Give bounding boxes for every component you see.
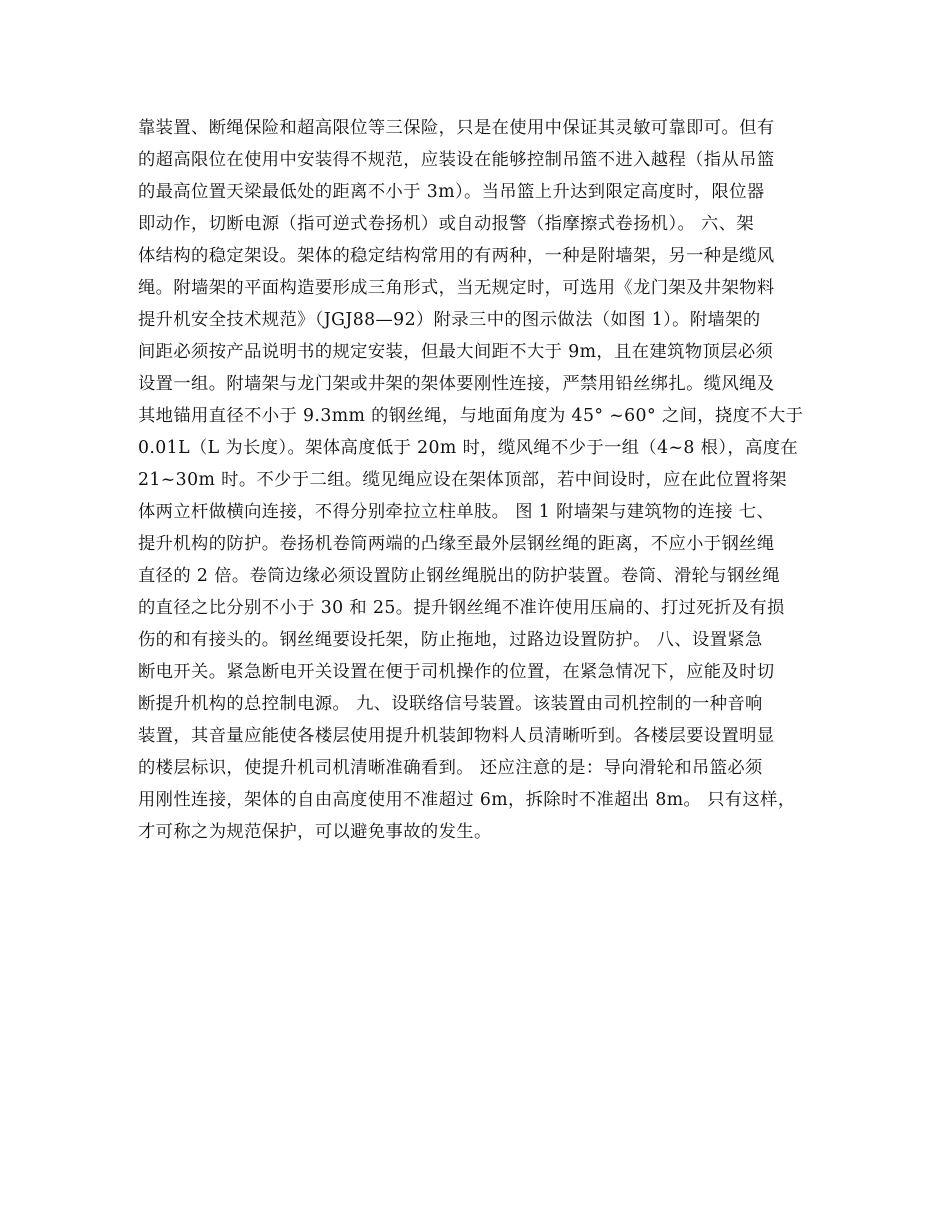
text-line: 装置，其音量应能使各楼层使用提升机装卸物料人员清晰听到。各楼层要设置明显 [138, 726, 775, 746]
text-line: 的楼层标识，使提升机司机清晰准确看到。 还应注意的是：导向滑轮和吊篮必须 [138, 758, 763, 778]
text-line: 0.01L（L 为长度）。架体高度低于 20m 时，缆风绳不少于一组（4~8 根），高度在 [138, 438, 799, 458]
body-text [138, 112, 828, 848]
text-line: 其地锚用直径不小于 9.3mm 的钢丝绳，与地面角度为 45° ~60° 之间，挠度不大于 [138, 406, 804, 426]
text-line: 21~30m 时。不少于二组。缆见绳应设在架体顶部，若中间设时，应在此位置将架 [138, 470, 787, 490]
text-line: 才可称之为规范保护，可以避免事故的发生。 [138, 822, 492, 842]
text-line: 断电开关。紧急断电开关设置在便于司机操作的位置，在紧急情况下，应能及时切 [138, 662, 775, 682]
text-line: 体两立杆做横向连接，不得分别牵拉立柱单肢。 图 1 附墙架与建筑物的连接 七、 [138, 502, 775, 522]
text-line: 靠装置、断绳保险和超高限位等三保险，只是在使用中保证其灵敏可靠即可。但有 [138, 118, 775, 138]
text-line: 伤的和有接头的。钢丝绳要设托架，防止拖地，过路边设置防护。 八、设置紧急 [138, 630, 763, 650]
text-line: 用刚性连接，架体的自由高度使用不准超过 6m，拆除时不准超出 8m。 只有这样， [138, 790, 796, 810]
text-line: 直径的 2 倍。卷筒边缘必须设置防止钢丝绳脱出的防护装置。卷筒、滑轮与钢丝绳 [138, 566, 781, 586]
text-line: 断提升机构的总控制电源。 九、设联络信号装置。该装置由司机控制的一种音响 [138, 694, 763, 714]
text-line: 提升机构的防护。卷扬机卷筒两端的凸缘至最外层钢丝绳的距离，不应小于钢丝绳 [138, 534, 775, 554]
text-line: 设置一组。附墙架与龙门架或井架的架体要刚性连接，严禁用铅丝绑扎。缆风绳及 [138, 374, 775, 394]
text-line: 的直径之比分别不小于 30 和 25。提升钢丝绳不准许使用压扁的、打过死折及有损 [138, 598, 785, 618]
text-line: 提升机安全技术规范》（JGJ88—92）附录三中的图示做法（如图 1）。附墙架的 [138, 310, 761, 330]
text-line: 的超高限位在使用中安装得不规范，应装设在能够控制吊篮不进入越程（指从吊篮 [138, 150, 775, 170]
text-line: 体结构的稳定架设。架体的稳定结构常用的有两种，一种是附墙架，另一种是缆风 [138, 246, 775, 266]
text-line: 间距必须按产品说明书的规定安装，但最大间距不大于 9m，且在建筑物顶层必须 [138, 342, 774, 362]
text-line: 即动作，切断电源（指可逆式卷扬机）或自动报警（指摩擦式卷扬机）。 六、架 [138, 214, 755, 234]
text-line: 绳。附墙架的平面构造要形成三角形式，当无规定时，可选用《龙门架及井架物料 [138, 278, 775, 298]
text-line: 的最高位置天梁最低处的距离不小于 3m）。当吊篮上升达到限定高度时，限位器 [138, 182, 765, 202]
